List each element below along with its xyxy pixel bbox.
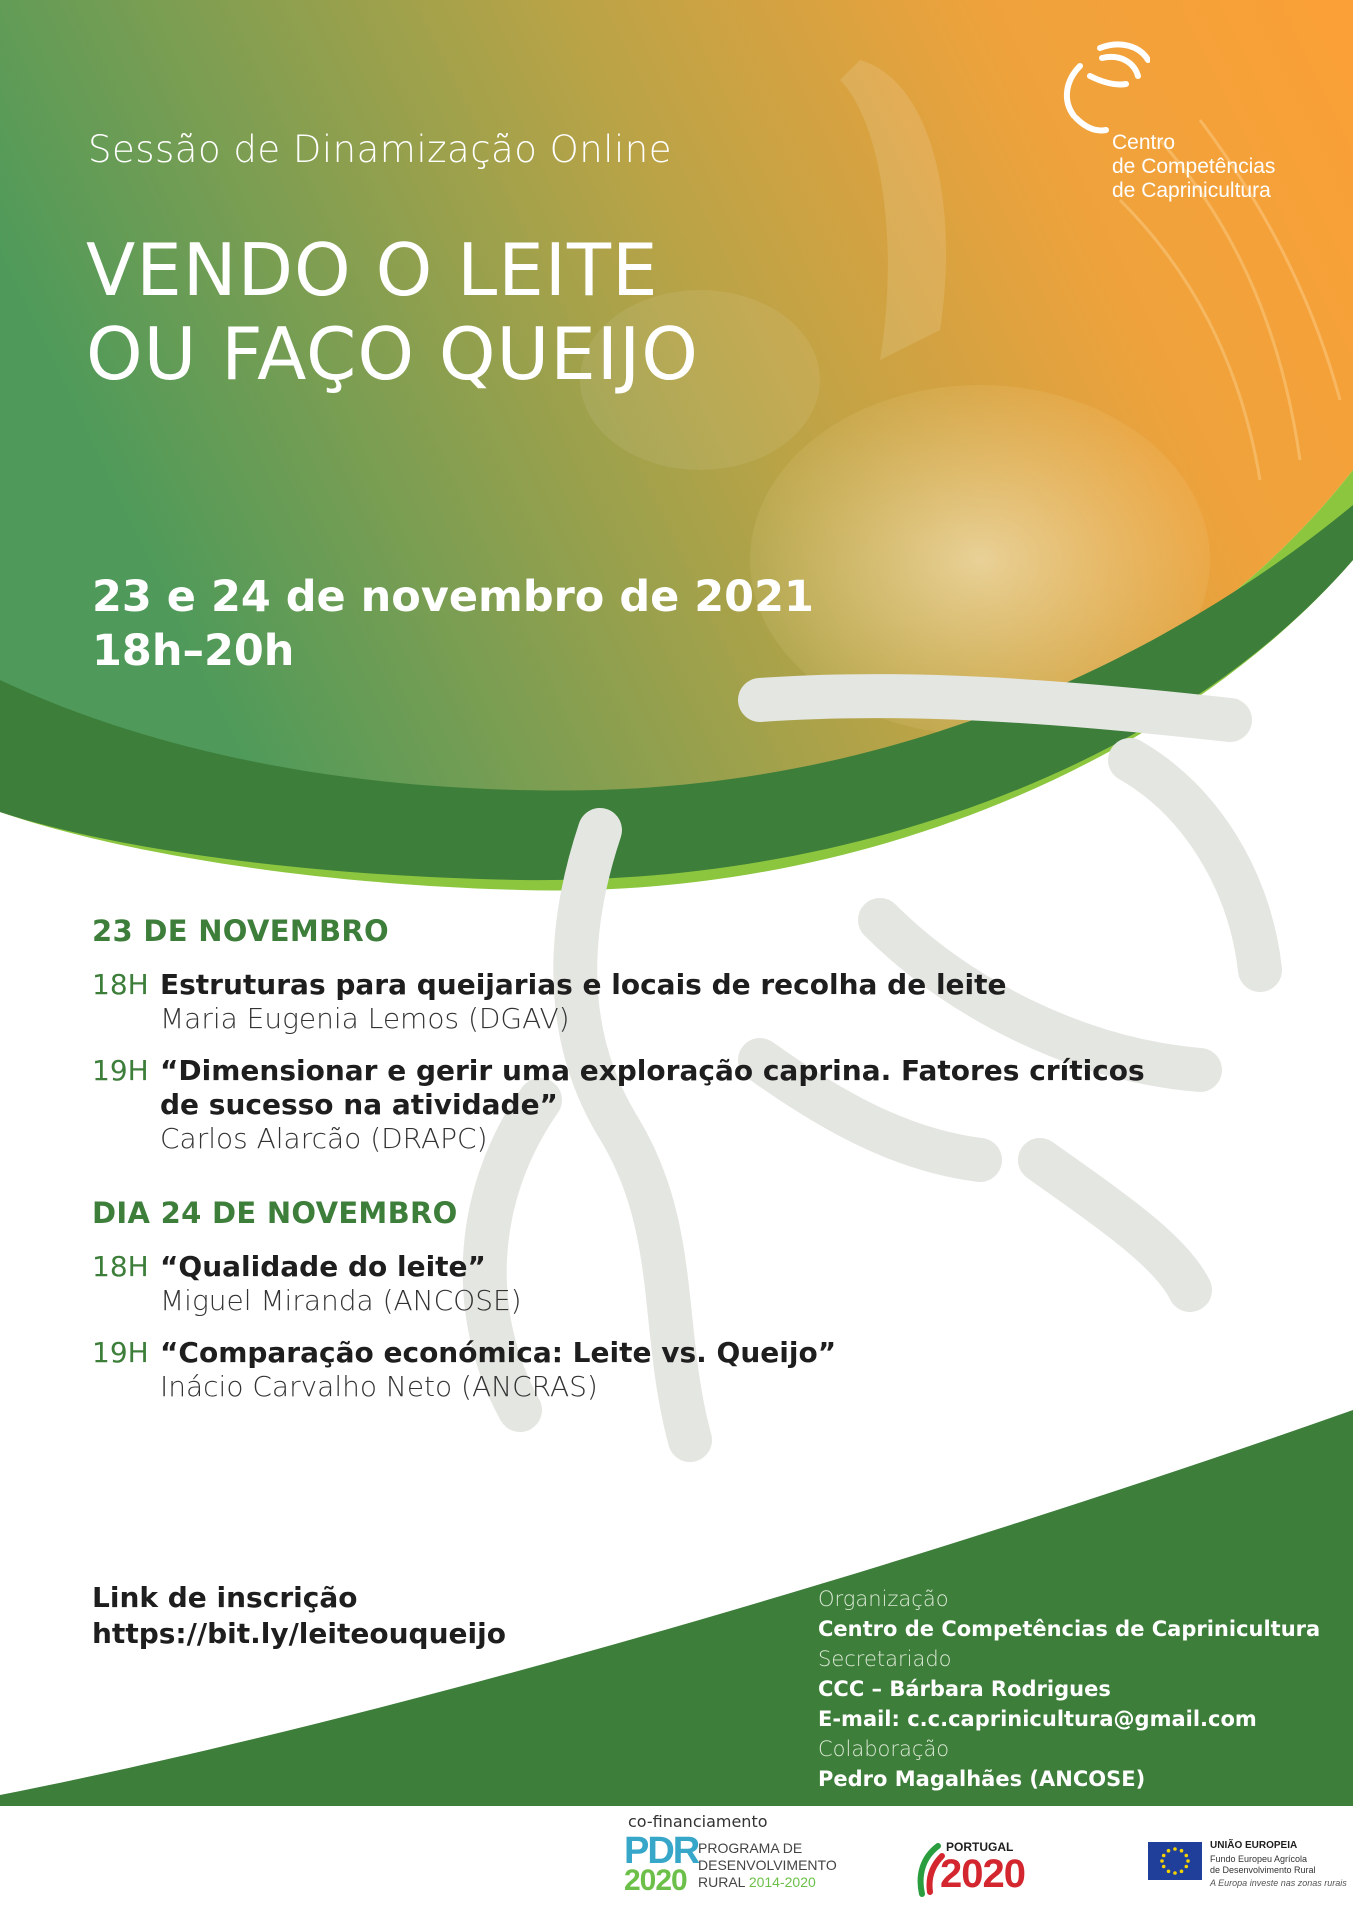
session	[92, 1054, 1192, 1156]
pdr-mark-year: 2020	[624, 1864, 687, 1897]
day-block	[92, 1196, 1192, 1404]
session-title: Estruturas para queijarias e locais de recolha de leite	[160, 968, 1007, 1001]
event-time-line: 18h–20h	[92, 626, 295, 676]
session-title: “Comparação económica: Leite vs. Queijo”	[160, 1336, 837, 1369]
event-title-line: OU FAÇO QUEIJO	[86, 312, 699, 396]
eu-flag-icon	[1148, 1842, 1202, 1880]
session-hour: 18H	[92, 968, 149, 1001]
goat-logo-icon	[1040, 36, 1150, 136]
event-date-line: 23 e 24 de novembro de 2021	[92, 572, 814, 622]
session-speaker: Inácio Carvalho Neto (ANCRAS)	[160, 1370, 598, 1403]
pdr2020-logo	[624, 1830, 854, 1898]
session-info	[160, 1250, 1192, 1318]
event-title-line: VENDO O LEITE	[86, 228, 659, 312]
registration-label: Link de inscrição	[92, 1581, 358, 1614]
logo-line: Centro	[1112, 131, 1176, 154]
eu-title: UNIÃO EUROPEIA	[1210, 1840, 1298, 1851]
portugal2020-logo	[916, 1838, 1066, 1900]
day-heading: DIA 24 DE NOVEMBRO	[92, 1196, 458, 1230]
eu-tagline: A Europa investe nas zonas rurais	[1210, 1878, 1347, 1888]
session-title: “Qualidade do leite”	[160, 1250, 486, 1283]
organization-label: Organização	[818, 1587, 949, 1611]
session-hour: 18H	[92, 1250, 149, 1283]
logo-line: de Competências	[1112, 155, 1276, 178]
session	[92, 1336, 1192, 1404]
session-hour: 19H	[92, 1336, 149, 1369]
session-speaker: Carlos Alarcão (DRAPC)	[160, 1122, 488, 1155]
organization-value: Centro de Competências de Caprinicultura	[818, 1617, 1321, 1641]
session-title: “Dimensionar e gerir uma exploração caprina. Fatores críticos	[160, 1054, 1145, 1087]
session-info	[160, 1054, 1192, 1156]
event-date	[92, 570, 814, 678]
collaboration-label: Colaboração	[818, 1737, 950, 1761]
pdr-line	[698, 1874, 837, 1891]
session-info	[160, 1336, 1192, 1404]
session	[92, 1250, 1192, 1318]
day-block	[92, 914, 1192, 1156]
secretariat-value: CCC – Bárbara Rodrigues	[818, 1677, 1111, 1701]
eu-fund	[1210, 1854, 1316, 1876]
logo-text	[1112, 131, 1275, 203]
email-contact[interactable]: E-mail: c.c.caprinicultura@gmail.com	[818, 1707, 1257, 1731]
pdr-line: PROGRAMA DE	[698, 1840, 803, 1856]
registration	[92, 1580, 506, 1652]
session-speaker: Maria Eugenia Lemos (DGAV)	[160, 1002, 570, 1035]
session-speaker: Miguel Miranda (ANCOSE)	[160, 1284, 522, 1317]
collaboration-value: Pedro Magalhães (ANCOSE)	[818, 1767, 1146, 1791]
pdr-line: DESENVOLVIMENTO	[698, 1857, 837, 1873]
session	[92, 968, 1192, 1036]
session-hour: 19H	[92, 1054, 149, 1087]
program	[92, 914, 1192, 1422]
pdr-line-years: 2014-2020	[748, 1874, 816, 1890]
registration-link[interactable]: https://bit.ly/leiteouqueijo	[92, 1617, 506, 1650]
eu-fund-line: Fundo Europeu Agrícola	[1210, 1854, 1308, 1864]
portugal-label: PORTUGAL	[946, 1840, 1014, 1854]
session-title-cont: de sucesso na atividade”	[160, 1088, 558, 1121]
cofinancing-label: co-financiamento	[628, 1812, 768, 1831]
secretariat-label: Secretariado	[818, 1647, 952, 1671]
eu-logo	[1148, 1838, 1347, 1900]
day-heading: 23 DE NOVEMBRO	[92, 914, 389, 948]
event-kicker: Sessão de Dinamização Online	[88, 128, 672, 171]
ccc-logo	[1040, 36, 1320, 216]
eu-fund-line: de Desenvolvimento Rural	[1210, 1865, 1316, 1875]
pdr-mark: PDR	[624, 1830, 699, 1872]
session-info	[160, 968, 1192, 1036]
logo-line: de Caprinicultura	[1112, 179, 1271, 202]
pdr-line-rural: RURAL	[698, 1874, 749, 1890]
portugal-number: 2020	[940, 1852, 1025, 1896]
event-title	[86, 228, 699, 396]
organization-info	[818, 1584, 1320, 1794]
pdr-text	[698, 1840, 837, 1891]
